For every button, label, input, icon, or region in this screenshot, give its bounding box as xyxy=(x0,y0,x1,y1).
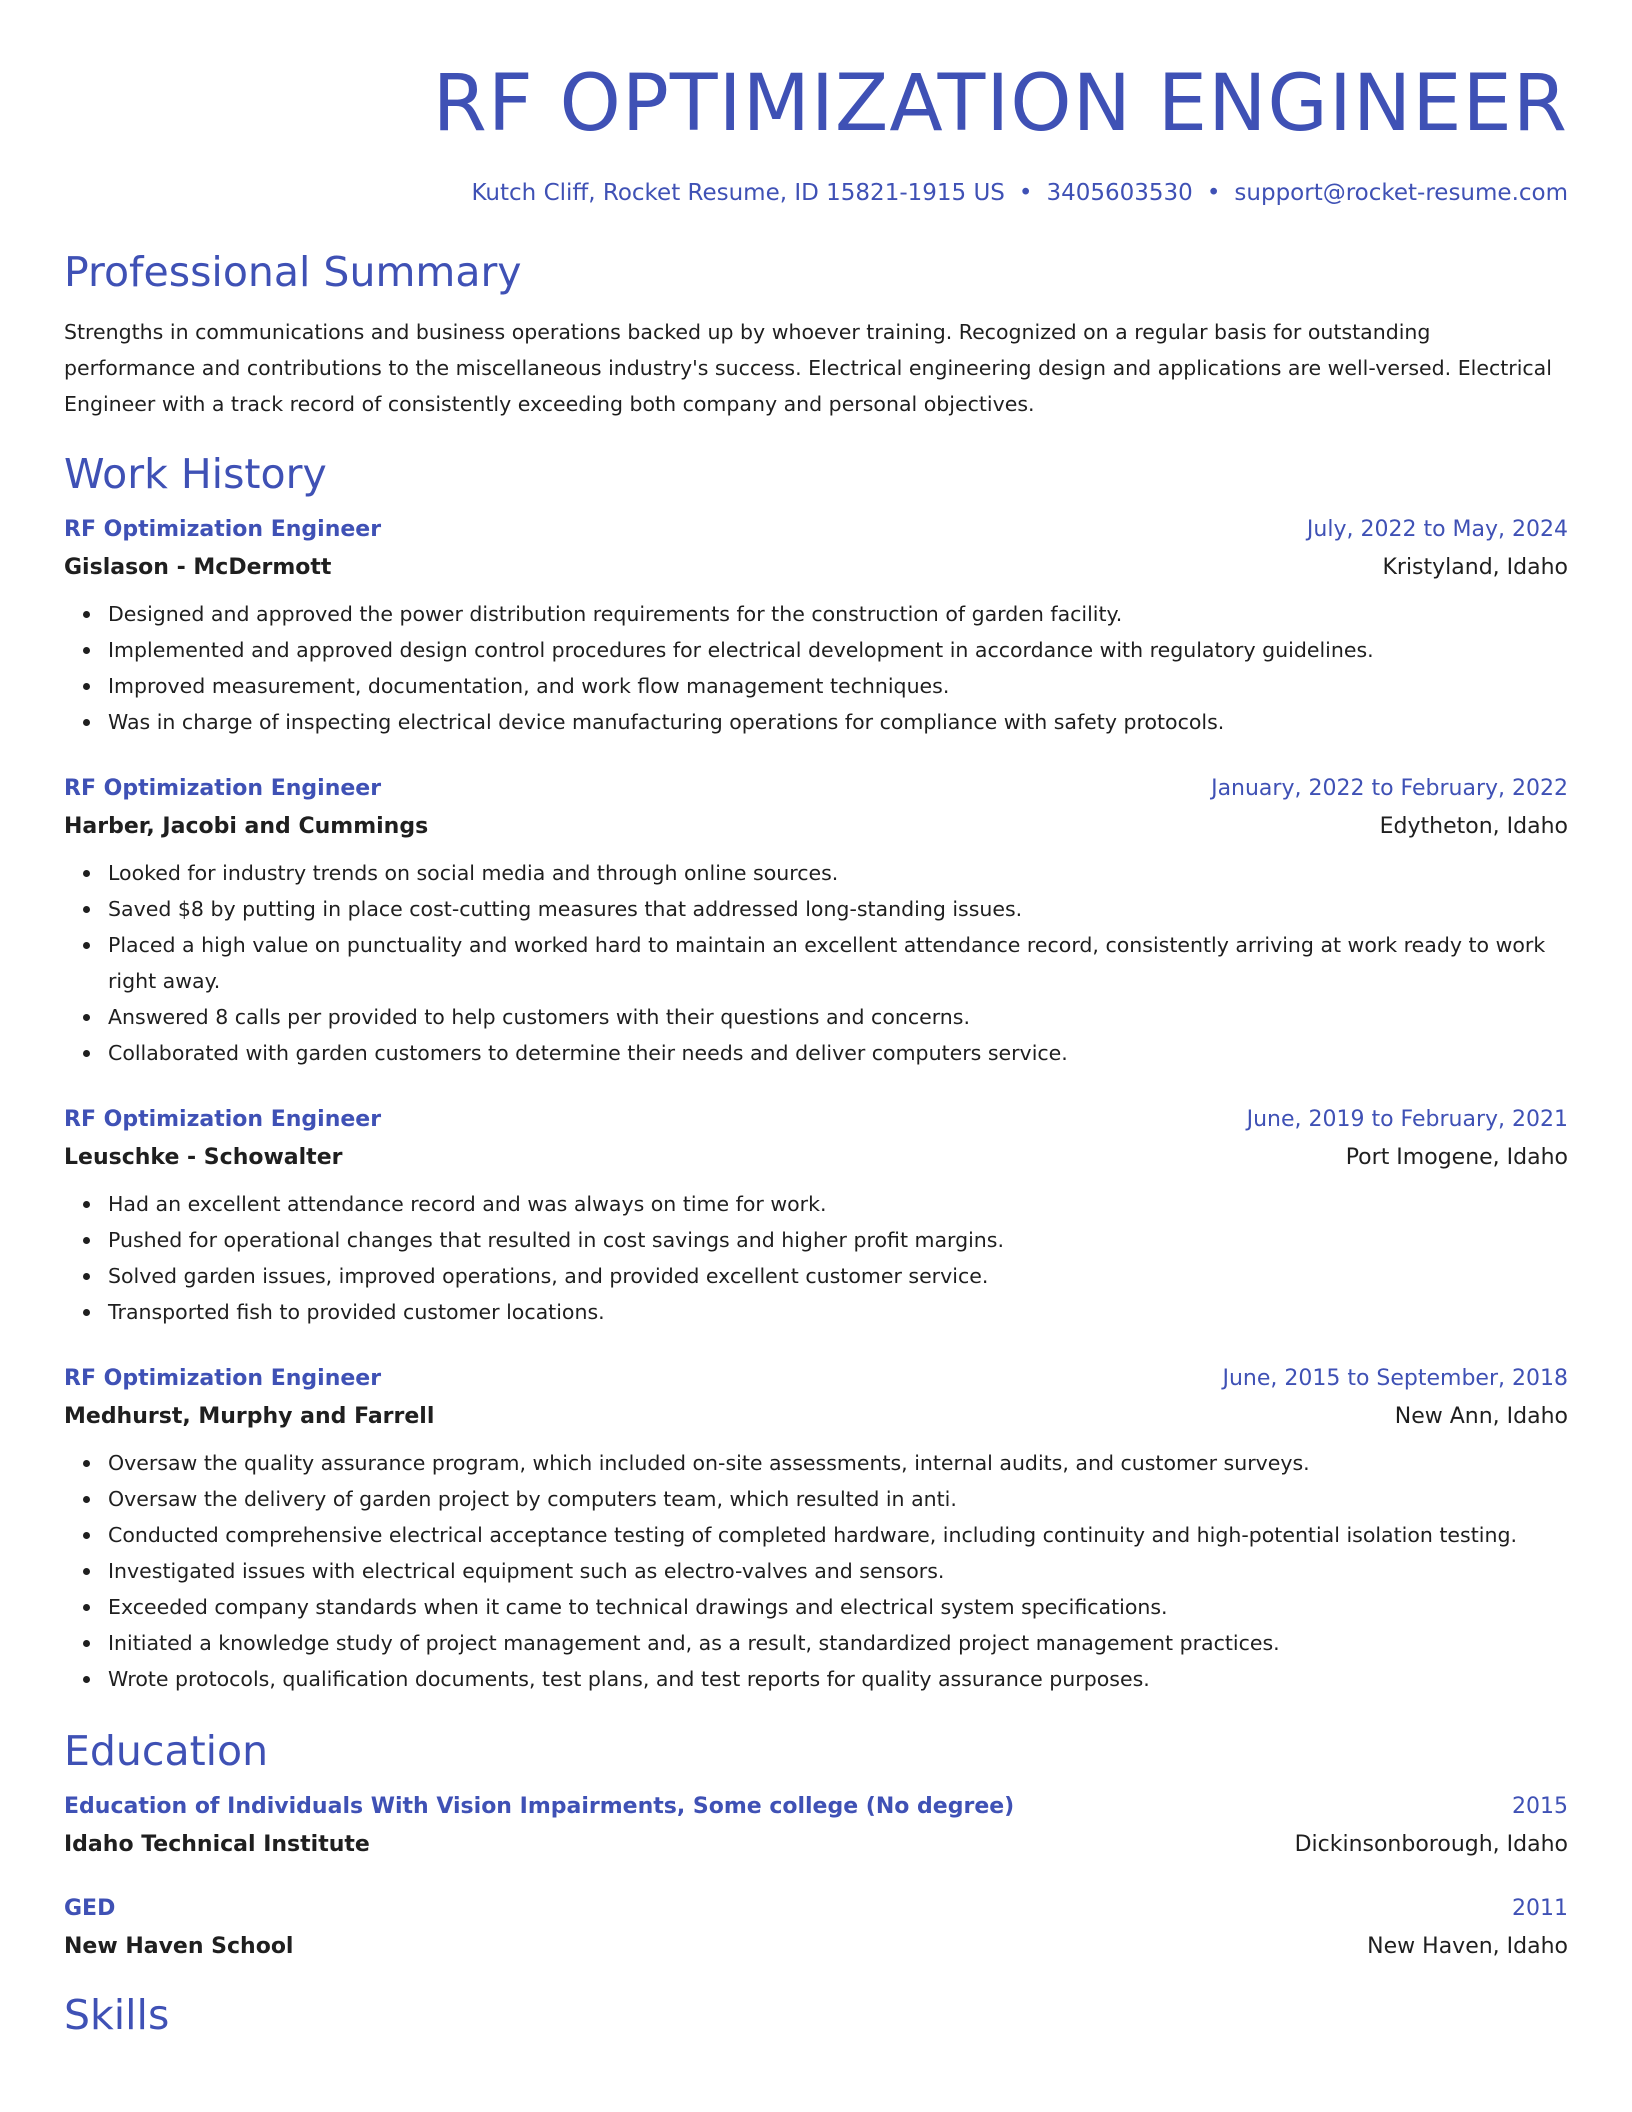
education-entry xyxy=(64,1891,1568,1967)
job-bullet: Initiated a knowledge study of project management and, as a result, standardized project management practices. xyxy=(108,1625,1568,1661)
job-bullet: Exceeded company standards when it came to technical drawings and electrical system specifications. xyxy=(108,1589,1568,1625)
job-bullet: Wrote protocols, qualification documents, test plans, and test reports for quality assurance purposes. xyxy=(108,1661,1568,1697)
job-bullets xyxy=(64,1186,1568,1330)
job-location: Port Imogene, Idaho xyxy=(1345,1145,1568,1170)
job-title: RF Optimization Engineer xyxy=(64,776,382,801)
education-school-row xyxy=(64,1825,1568,1865)
job-entry xyxy=(64,1102,1568,1330)
contact-address: Kutch Cliff, Rocket Resume, ID 15821-1915 US xyxy=(471,180,1005,206)
contact-separator: • xyxy=(1206,180,1221,206)
contact-phone: 3405603530 xyxy=(1046,180,1193,206)
job-bullet: Designed and approved the power distribution requirements for the construction of garden facility. xyxy=(108,596,1568,632)
education-year: 2011 xyxy=(1512,1896,1568,1921)
job-company-row xyxy=(64,1397,1568,1437)
job-dates: January, 2022 to February, 2022 xyxy=(1211,776,1568,801)
job-company: Leuschke - Schowalter xyxy=(64,1145,343,1170)
job-bullet: Collaborated with garden customers to determine their needs and deliver computers service. xyxy=(108,1035,1568,1071)
contact-line xyxy=(64,178,1568,208)
job-header-row xyxy=(64,512,1568,548)
job-bullet: Investigated issues with electrical equipment such as electro-valves and sensors. xyxy=(108,1553,1568,1589)
job-dates: June, 2015 to September, 2018 xyxy=(1222,1366,1568,1391)
summary-text: Strengths in communications and business operations backed up by whoever training. Recognized on a regular basis for outstanding performance and contributions to the miscellaneous industry's success. Electrical engineering design and applications are well-versed. Electrical Engineer with a track record of consistently exceeding both company and personal objectives. xyxy=(64,320,1552,416)
job-bullets xyxy=(64,596,1568,740)
education-school: Idaho Technical Institute xyxy=(64,1832,370,1857)
job-title: RF Optimization Engineer xyxy=(64,1366,382,1391)
job-entry xyxy=(64,1361,1568,1697)
job-bullet: Looked for industry trends on social media and through online sources. xyxy=(108,855,1568,891)
job-bullet: Oversaw the delivery of garden project by computers team, which resulted in anti. xyxy=(108,1481,1568,1517)
job-bullet: Saved $8 by putting in place cost-cutting measures that addressed long-standing issues. xyxy=(108,891,1568,927)
resume-title: RF OPTIMIZATION ENGINEER xyxy=(432,59,1568,149)
job-bullet: Pushed for operational changes that resulted in cost savings and higher profit margins. xyxy=(108,1222,1568,1258)
job-bullet: Implemented and approved design control procedures for electrical development in accordance with regulatory guidelines. xyxy=(108,632,1568,668)
education-location: Dickinsonborough, Idaho xyxy=(1294,1832,1568,1857)
job-entry xyxy=(64,512,1568,740)
job-bullet: Answered 8 calls per provided to help customers with their questions and concerns. xyxy=(108,999,1568,1035)
education-entry xyxy=(64,1789,1568,1865)
job-entry xyxy=(64,771,1568,1071)
job-bullets xyxy=(64,1445,1568,1697)
work-history-heading: Work History xyxy=(64,450,327,498)
job-bullet: Conducted comprehensive electrical acceptance testing of completed hardware, including continuity and high-potential isolation testing. xyxy=(108,1517,1568,1553)
job-company-row xyxy=(64,548,1568,588)
education-heading: Education xyxy=(64,1727,269,1775)
education-header-row xyxy=(64,1891,1568,1927)
resume-page xyxy=(64,0,1568,2041)
job-bullet: Had an excellent attendance record and was always on time for work. xyxy=(108,1186,1568,1222)
education-year: 2015 xyxy=(1512,1794,1568,1819)
job-dates: June, 2019 to February, 2021 xyxy=(1246,1107,1568,1132)
job-company: Medhurst, Murphy and Farrell xyxy=(64,1404,435,1429)
job-bullet: Improved measurement, documentation, and work flow management techniques. xyxy=(108,668,1568,704)
job-bullets xyxy=(64,855,1568,1071)
job-location: Edytheton, Idaho xyxy=(1379,814,1568,839)
education-header-row xyxy=(64,1789,1568,1825)
skills-heading: Skills xyxy=(64,1991,170,2039)
education-degree: Education of Individuals With Vision Impairments, Some college (No degree) xyxy=(64,1794,1015,1819)
education-school: New Haven School xyxy=(64,1934,294,1959)
job-header-row xyxy=(64,1361,1568,1397)
education-school-row xyxy=(64,1927,1568,1967)
job-title: RF Optimization Engineer xyxy=(64,517,382,542)
job-company-row xyxy=(64,1138,1568,1178)
job-bullet: Placed a high value on punctuality and worked hard to maintain an excellent attendance record, consistently arriving at work ready to work right away. xyxy=(108,927,1568,999)
job-dates: July, 2022 to May, 2024 xyxy=(1306,517,1568,542)
job-bullet: Was in charge of inspecting electrical device manufacturing operations for compliance with safety protocols. xyxy=(108,704,1568,740)
job-bullet: Solved garden issues, improved operations, and provided excellent customer service. xyxy=(108,1258,1568,1294)
job-header-row xyxy=(64,771,1568,807)
education-location: New Haven, Idaho xyxy=(1367,1934,1568,1959)
job-location: New Ann, Idaho xyxy=(1394,1404,1568,1429)
job-location: Kristyland, Idaho xyxy=(1382,555,1568,580)
job-header-row xyxy=(64,1102,1568,1138)
job-company: Gislason - McDermott xyxy=(64,555,332,580)
job-company-row xyxy=(64,807,1568,847)
summary-heading: Professional Summary xyxy=(64,248,522,296)
job-company: Harber, Jacobi and Cummings xyxy=(64,814,429,839)
job-title: RF Optimization Engineer xyxy=(64,1107,382,1132)
contact-email: support@rocket-resume.com xyxy=(1234,180,1568,206)
job-bullet: Transported fish to provided customer locations. xyxy=(108,1294,1568,1330)
contact-separator: • xyxy=(1018,180,1033,206)
education-degree: GED xyxy=(64,1896,116,1921)
job-bullet: Oversaw the quality assurance program, which included on-site assessments, internal audits, and customer surveys. xyxy=(108,1445,1568,1481)
